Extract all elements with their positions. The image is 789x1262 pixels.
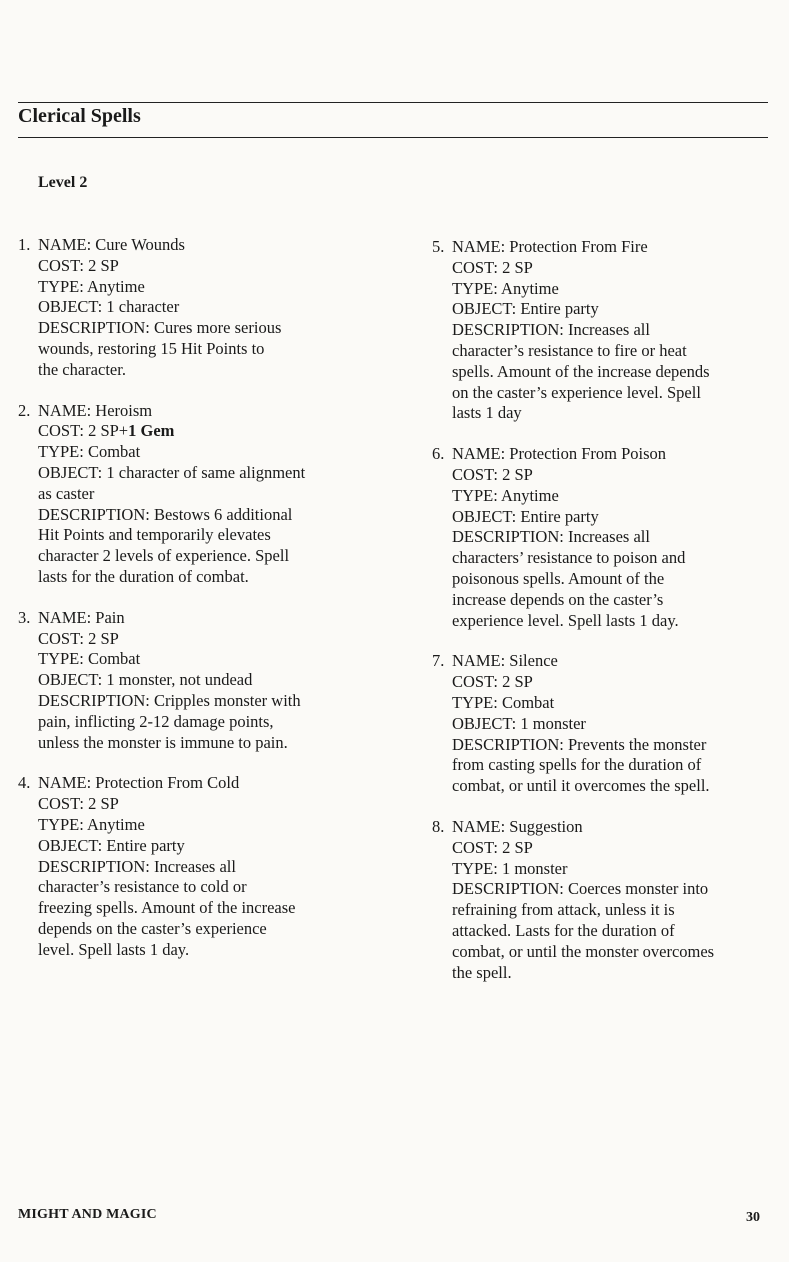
spell-description-line: DESCRIPTION: Prevents the monster	[452, 734, 707, 754]
spell-cost-base: COST: 2 SP	[452, 672, 533, 692]
spell-description-line: experience level. Spell lasts 1 day.	[452, 610, 679, 630]
spell-description-line: character’s resistance to fire or heat	[452, 340, 687, 360]
page-number: 30	[746, 1210, 760, 1225]
spell-description-line: DESCRIPTION: Coerces monster into	[452, 879, 709, 899]
spell-cost	[452, 465, 762, 486]
spell-description-line: unless the monster is immune to pain.	[38, 732, 288, 752]
spell-object-cont: as caster	[38, 483, 95, 503]
spell-cost	[38, 256, 348, 277]
spell-type: TYPE: 1 monster	[452, 858, 568, 878]
spell-name: NAME: Cure Wounds	[38, 235, 185, 254]
spell-object: OBJECT: 1 monster	[452, 713, 586, 733]
spell-description-line: lasts for the duration of combat.	[38, 566, 249, 586]
spell-description-line: combat, or until the monster overcomes	[452, 941, 715, 961]
spell-number: 8.	[432, 816, 445, 836]
spell-description-line: lasts 1 day	[452, 403, 522, 423]
spell-description-line: wounds, restoring 15 Hit Points to	[38, 338, 265, 358]
spell-cost-base: COST: 2 SP	[452, 257, 533, 277]
spell-cost-base: COST: 2 SP	[452, 464, 533, 484]
spell-description-line: from casting spells for the duration of	[452, 755, 702, 775]
spell-object: OBJECT: 1 monster, not undead	[38, 670, 253, 690]
spell-name: NAME: Heroism	[38, 400, 153, 420]
title-underline-rule	[18, 137, 768, 138]
spell-cost-base: COST: 2 SP	[38, 794, 119, 814]
spell-cost	[452, 258, 762, 279]
spell-type: TYPE: Anytime	[38, 276, 145, 296]
right-column	[432, 237, 762, 1003]
spell-description-line: level. Spell lasts 1 day.	[38, 939, 190, 959]
spell-entry	[18, 401, 348, 588]
spell-type: TYPE: Combat	[38, 649, 141, 669]
spell-cost	[38, 629, 348, 650]
spell-cost-base: COST: 2 SP+	[38, 421, 129, 441]
spell-type: TYPE: Anytime	[452, 485, 559, 505]
spell-description-line: increase depends on the caster’s	[452, 589, 664, 609]
section-title: Clerical Spells	[18, 105, 141, 127]
spell-description-line: DESCRIPTION: Increases all	[38, 856, 236, 876]
spell-description-line: freezing spells. Amount of the increase	[38, 898, 296, 918]
spell-cost-gem: 1 Gem	[128, 421, 175, 441]
spell-description-line: characters’ resistance to poison and	[452, 548, 686, 568]
spell-object: OBJECT: Entire party	[452, 299, 599, 319]
spell-entry	[432, 651, 762, 797]
spell-object: OBJECT: 1 character of same alignment	[38, 462, 306, 482]
spell-type: TYPE: Combat	[38, 442, 141, 462]
spell-description-line: spells. Amount of the increase depends	[452, 361, 710, 381]
spell-entry	[18, 773, 348, 960]
spell-description-line: DESCRIPTION: Cures more serious	[38, 318, 282, 338]
spell-description-line: DESCRIPTION: Increases all	[452, 527, 650, 547]
spell-type: TYPE: Anytime	[452, 278, 559, 298]
spell-description-line: on the caster’s experience level. Spell	[452, 382, 701, 402]
spell-description-line: character 2 levels of experience. Spell	[38, 546, 290, 566]
spell-name: NAME: Silence	[452, 651, 558, 671]
spell-description-line: depends on the caster’s experience	[38, 918, 267, 938]
spell-description-line: combat, or until it overcomes the spell.	[452, 776, 710, 796]
spell-description-line: refraining from attack, unless it is	[452, 900, 675, 920]
spell-name: NAME: Pain	[38, 607, 125, 627]
spell-type: TYPE: Anytime	[38, 814, 145, 834]
spell-entry	[432, 444, 762, 631]
spell-number: 4.	[18, 773, 31, 793]
spell-number: 5.	[432, 237, 445, 256]
level-heading: Level 2	[38, 174, 88, 191]
spell-description-line: DESCRIPTION: Cripples monster with	[38, 690, 301, 710]
spell-object: OBJECT: Entire party	[38, 835, 185, 855]
spell-name: NAME: Protection From Fire	[452, 237, 648, 256]
spell-cost	[452, 672, 762, 693]
spell-description-line: Hit Points and temporarily elevates	[38, 525, 271, 545]
spell-description-line: DESCRIPTION: Bestows 6 additional	[38, 504, 293, 524]
spell-name: NAME: Protection From Poison	[452, 444, 667, 464]
spell-number: 3.	[18, 607, 31, 627]
spell-entry	[432, 817, 762, 983]
spell-name: NAME: Suggestion	[452, 816, 583, 836]
spell-entry	[18, 235, 348, 381]
spell-cost-base: COST: 2 SP	[38, 255, 119, 275]
spell-object: OBJECT: 1 character	[38, 297, 180, 317]
spell-description-line: poisonous spells. Amount of the	[452, 568, 665, 588]
spell-number: 6.	[432, 444, 445, 464]
footer-title: MIGHT AND MAGIC	[18, 1207, 157, 1222]
spell-description-line: the spell.	[452, 962, 512, 982]
spell-cost	[452, 838, 762, 859]
spell-object: OBJECT: Entire party	[452, 506, 599, 526]
spell-cost-base: COST: 2 SP	[452, 837, 533, 857]
spell-type: TYPE: Combat	[452, 692, 555, 712]
spell-number: 2.	[18, 400, 31, 420]
left-column	[18, 235, 348, 981]
spell-description-line: attacked. Lasts for the duration of	[452, 920, 675, 940]
spell-description-line: pain, inflicting 2-12 damage points,	[38, 711, 274, 731]
spell-name: NAME: Protection From Cold	[38, 773, 240, 793]
spell-entry	[18, 608, 348, 754]
spell-cost	[38, 421, 348, 442]
spell-description-line: the character.	[38, 359, 126, 379]
spell-cost	[38, 794, 348, 815]
spell-number: 7.	[432, 651, 445, 671]
top-rule	[18, 102, 768, 103]
spell-number: 1.	[18, 235, 31, 254]
spell-description-line: character’s resistance to cold or	[38, 877, 247, 897]
spell-description-line: DESCRIPTION: Increases all	[452, 320, 650, 340]
spell-cost-base: COST: 2 SP	[38, 628, 119, 648]
spell-entry	[432, 237, 762, 424]
